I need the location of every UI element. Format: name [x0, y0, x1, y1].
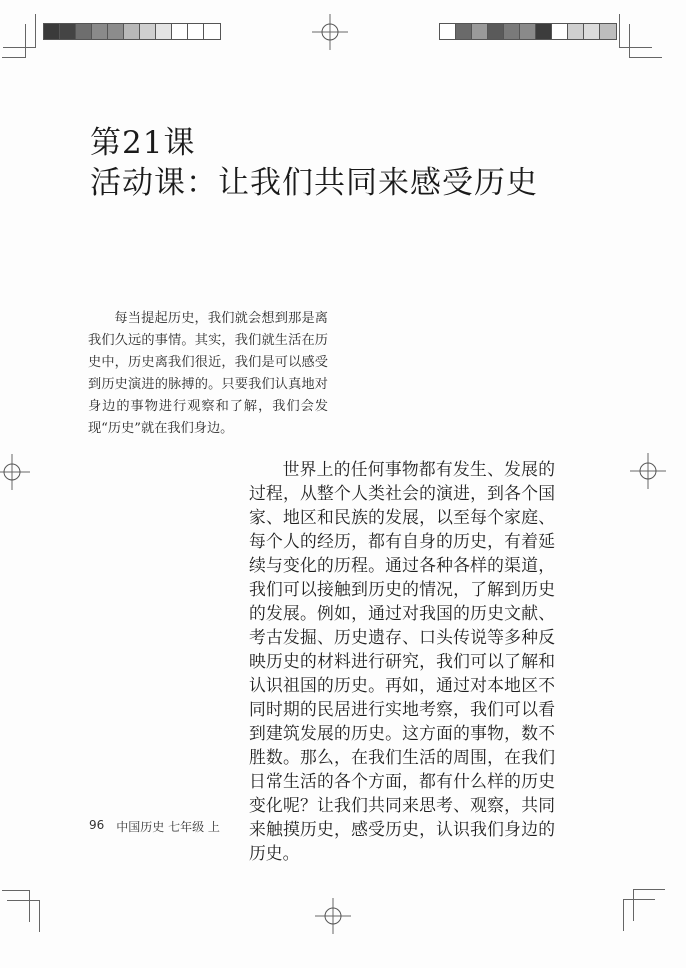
calibration-swatch: [520, 24, 536, 39]
calibration-swatch: [568, 24, 584, 39]
page-footer: [89, 818, 220, 835]
calibration-swatch: [536, 24, 552, 39]
lesson-number: 第21课: [90, 125, 196, 161]
crop-mark-bottom-right: [633, 889, 634, 921]
crop-mark-top-left: [25, 24, 26, 58]
calibration-swatch: [456, 24, 472, 39]
intro-paragraph: 每当提起历史，我们就会想到那是离我们久远的事情。其实，我们就生活在历史中，历史离我们很近，我们是可以感受到历史演进的脉搏的。只要我们认真地对身边的事物进行观察和了解，我们会发现“历史”就在我们身边。: [88, 311, 328, 436]
crop-mark-bottom-right: [633, 889, 665, 890]
page-number: 96: [89, 818, 105, 832]
crop-mark-top-left: [3, 47, 36, 48]
calibration-swatch: [204, 24, 220, 39]
crop-mark-bottom-left: [7, 900, 39, 901]
calibration-swatch: [92, 24, 108, 39]
crop-mark-bottom-left: [2, 890, 30, 891]
calibration-swatch: [552, 24, 568, 39]
calibration-swatch: [108, 24, 124, 39]
lesson-title: 活动课：让我们共同来感受历史: [90, 165, 538, 201]
crop-mark-top-left: [35, 14, 36, 48]
registration-mark-top: [312, 14, 348, 50]
book-title: 中国历史 七年级 上: [116, 820, 220, 834]
crop-mark-top-right: [629, 57, 662, 58]
color-calibration-bar-left: [43, 23, 221, 40]
crop-mark-top-right: [629, 24, 630, 58]
calibration-swatch: [140, 24, 156, 39]
calibration-swatch: [488, 24, 504, 39]
calibration-swatch: [172, 24, 188, 39]
crop-mark-top-right: [619, 47, 652, 48]
calibration-swatch: [472, 24, 488, 39]
crop-mark-top-left: [2, 57, 26, 58]
crop-mark-bottom-left: [29, 890, 30, 922]
crop-mark-bottom-right: [623, 899, 655, 900]
registration-mark-left: [0, 454, 30, 490]
calibration-swatch: [156, 24, 172, 39]
crop-mark-bottom-left: [39, 900, 40, 932]
calibration-swatch: [60, 24, 76, 39]
calibration-swatch: [44, 24, 60, 39]
calibration-swatch: [76, 24, 92, 39]
registration-mark-right: [630, 453, 666, 489]
calibration-swatch: [600, 24, 616, 39]
calibration-swatch: [188, 24, 204, 39]
crop-mark-bottom-right: [623, 899, 624, 931]
crop-mark-top-right: [619, 14, 620, 48]
calibration-swatch: [504, 24, 520, 39]
body-paragraph: 世界上的任何事物都有发生、发展的过程，从整个人类社会的演进，到各个国家、地区和民族的发展，以至每个家庭、每个人的经历，都有自身的历史，有着延续与变化的历程。通过各种各样的渠道，我们可以接触到历史的情况，了解到历史的发展。例如，通过对我国的历史文献、考古发掘、历史遗存、口头传说等多种反映历史的材料进行研究，我们可以了解和认识祖国的历史。再如，通过对本地区不同时期的民居进行实地考察，我们可以看到建筑发展的历史。这方面的事物，数不胜数。那么，在我们生活的周围，在我们日常生活的各个方面，都有什么样的历史变化呢？让我们共同来思考、观察，共同来触摸历史，感受历史，认识我们身边的历史。: [249, 459, 555, 863]
registration-mark-bottom: [315, 898, 351, 934]
calibration-swatch: [584, 24, 600, 39]
color-calibration-bar-right: [439, 23, 617, 40]
calibration-swatch: [124, 24, 140, 39]
calibration-swatch: [440, 24, 456, 39]
